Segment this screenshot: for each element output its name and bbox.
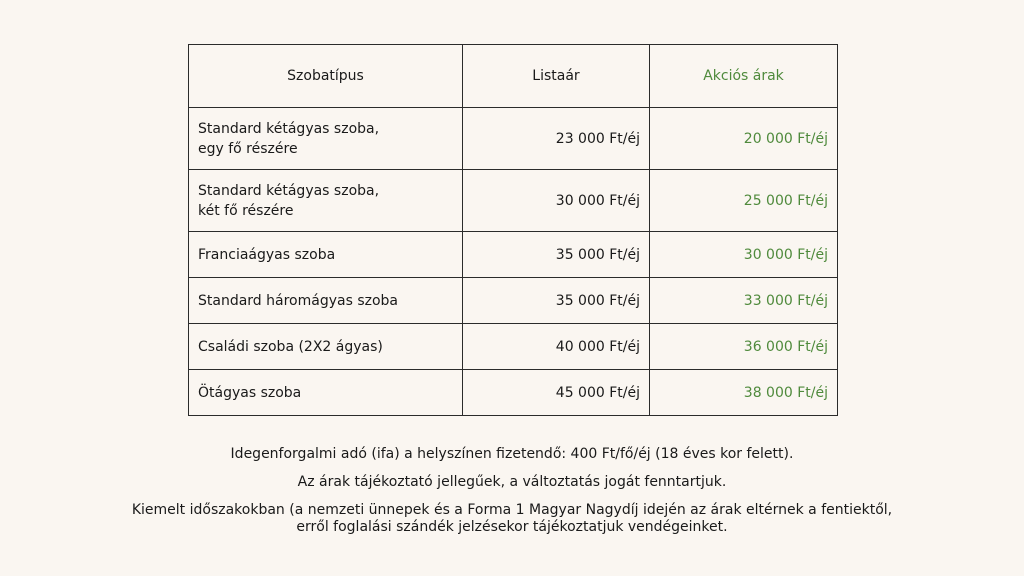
header-list-price: Listaár [463,45,650,108]
room-type-cell: Franciaágyas szoba [189,232,463,278]
room-type-line1: Standard kétágyas szoba, [198,120,380,137]
price-table [188,44,838,416]
special-period-line2: erről foglalási szándék jelzésekor tájékoztatjuk vendégeinket. [296,519,728,535]
header-promo-price: Akciós árak [650,45,838,108]
room-type-cell: Standard háromágyas szoba [189,278,463,324]
promo-price-cell: 25 000 Ft/éj [650,170,838,232]
special-period-note [120,502,904,536]
room-type-cell: Ötágyas szoba [189,370,463,416]
tourist-tax-note: Idegenforgalmi adó (ifa) a helyszínen fizetendő: 400 Ft/fő/éj (18 éves kor felett). [230,446,794,462]
promo-price-cell: 20 000 Ft/éj [650,108,838,170]
table-row [189,170,838,232]
promo-price-cell: 38 000 Ft/éj [650,370,838,416]
list-price-cell: 35 000 Ft/éj [463,232,650,278]
special-period-line1: Kiemelt időszakokban (a nemzeti ünnepek és a Forma 1 Magyar Nagydíj idején az árak eltérnek a fentiektől, [131,502,893,518]
room-type-cell [189,170,463,232]
room-type-cell [189,108,463,170]
list-price-cell: 35 000 Ft/éj [463,278,650,324]
table-row [189,232,838,278]
room-type-line2: két fő részére [198,202,294,219]
table-row [189,324,838,370]
table-header-row [189,45,838,108]
list-price-cell: 30 000 Ft/éj [463,170,650,232]
notes-section [120,446,904,547]
room-type-line1: Standard kétágyas szoba, [198,182,380,199]
table-row [189,278,838,324]
table-row [189,370,838,416]
list-price-cell: 23 000 Ft/éj [463,108,650,170]
list-price-cell: 45 000 Ft/éj [463,370,650,416]
list-price-cell: 40 000 Ft/éj [463,324,650,370]
promo-price-cell: 33 000 Ft/éj [650,278,838,324]
promo-price-cell: 30 000 Ft/éj [650,232,838,278]
room-type-cell: Családi szoba (2X2 ágyas) [189,324,463,370]
header-room-type: Szobatípus [189,45,463,108]
table-row [189,108,838,170]
price-disclaimer: Az árak tájékoztató jellegűek, a változtatás jogát fenntartjuk. [297,474,727,490]
promo-price-cell: 36 000 Ft/éj [650,324,838,370]
room-type-line2: egy fő részére [198,140,298,157]
